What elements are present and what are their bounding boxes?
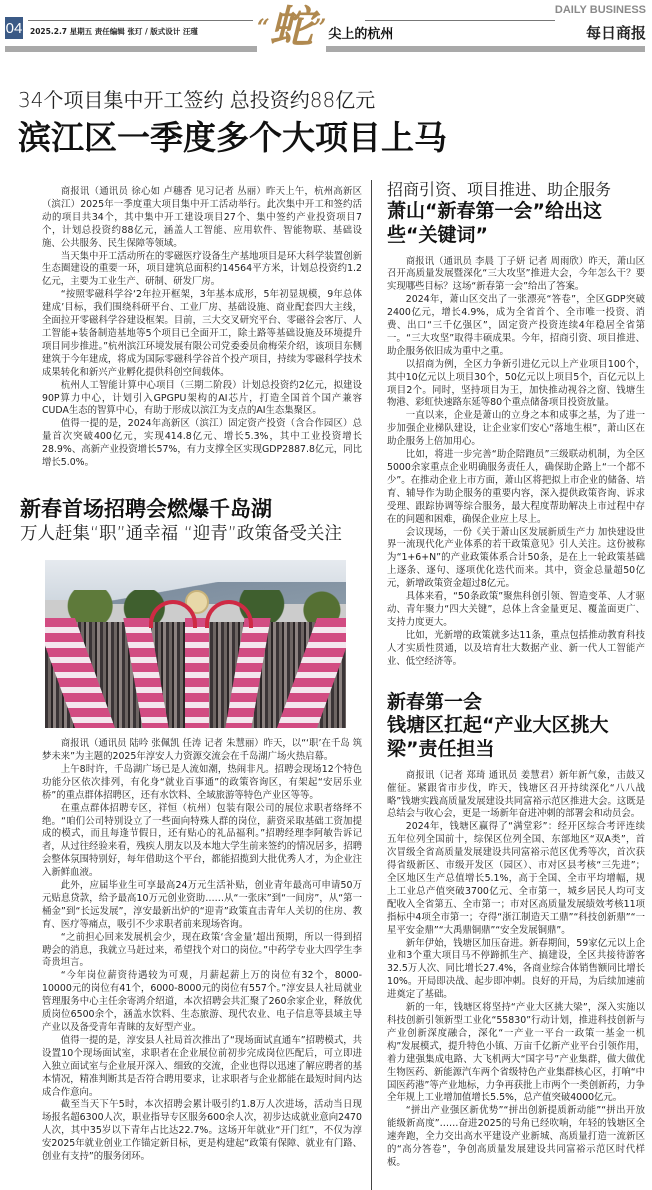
article-body [42, 186, 362, 470]
article-headline: 新春首场招聘会燃爆千岛湖 [20, 496, 272, 521]
column-name: 尖上的杭州 [328, 23, 396, 42]
article-kicker: 招商引资、项目推进、助企服务 [387, 180, 612, 199]
article-kicker: 新春第一会 [387, 690, 483, 713]
article-paragraph: 当天集中开工活动所在的零磁医疗设备生产基地项目是环大科学装置创新生态圈建设的重要一环，项目建筑总面积约14564平方米，计划总投资约1.2亿元，主要为工业生产、研制、研发厂房。 [42, 250, 362, 288]
article-body [42, 738, 362, 1164]
article-paragraph: “今年岗位薪资待遇较为可观，月薪起薪上万的岗位有32个，8000-10000元的岗位有41个，6000-8000元的岗位有557个。”淳安县人社局就业管理服务中心主任余寄鸿介绍道，本次招聘会共汇聚了260余家企业，释放优质岗位6500余个，涵盖水饮料、生态旅游、现代农业、电子信息等县域主导产业以及备受青年青睐的友好型产业。 [42, 970, 362, 1033]
brand-chinese: 每日商报 [585, 24, 646, 42]
article-paragraph: 商报讯（通讯员 陆吟 张佩凯 任涛 记者 朱慧丽）昨天，以“‘职’在千岛 筑梦未来”为主题的2025年淳安人力资源交流会在千岛湖广场火热启幕。 [42, 738, 362, 762]
right-column [372, 180, 651, 1190]
article-paragraph: 新年伊始，钱塘区加压奋进。新春期间，59家亿元以上企业和3个重大项目马不停蹄抓生产、搞建设，全区共接待游客32.5万人次、同比增长27.4%，各商业综合体销售额同比增长10%。开局即决战、起步即冲刺。良好的开局，为后续加速前进奠定了基础。 [387, 937, 645, 1001]
article-paragraph: 值得一提的是，2024年高新区（滨江）固定资产投资（含合作园区）总量首次突破400亿元，实现414.8亿元、增长5.3%，其中工业投资增长28.9%、高新产业投资增长57%，有力支撑全区实现GDP2887.8亿元，同比增长5.0%。 [42, 418, 362, 469]
column-logo-group [257, 0, 396, 56]
quote-mark: “ [257, 15, 270, 41]
article-paragraph: 截至当天下午5时，本次招聘会累计吸引约1.8万人次进场，活动当日现场报名超6300人次，职业指导专区服务600余人次，初步达成就业意向2470人次，其中35岁以下青年占比达22.7%。这场开年就业“开门红”，不仅为淳安2025年就业创业工作锚定新目标，更是构建起“政策有保障、就业有门路、创业有支持”的服务闭环。 [42, 1099, 362, 1163]
article-headline: 萧山“新春第一会”给出这些“关键词” [387, 200, 602, 246]
article-paragraph: 2024年，钱塘区赢得了“满堂彩”：经开区综合考评连续五年位列全国前十，综保区位列全国、东部地区“双A类”，首次冒级全省高质量发展建设共同富裕示范区优秀等次，首次获得省级新区、市级开发区（园区）、市对区县考核“三先进”；全区地区生产总值增长5.1%，高于全国、全市平均增幅，规上工业总产值突破3700亿元、全市第一，城乡居民人均可支配收入全省第五、全市第一；市对区高质量发展绩效考核11项指标中4项全市第一；夺得“浙江制造天工鼎”“科技创新鼎”“一星平安金鼎”“大禹鼎铜鼎”“安全发展铜鼎”。 [387, 821, 645, 936]
article-paragraph: 比如，光新增的政策就多达11条，重点包括推动教育科技人才实质性贯通，以及培育壮大数据产业、新一代人工智能产业、低空经济等。 [387, 629, 645, 667]
masthead [5, 0, 646, 56]
article-paragraph: 一直以来，企业是萧山的立身之本和成事之基，为了进一步加强企业梯队建设，让企业家们安心“落地生根”，萧山区在助企服务上倍加用心。 [387, 410, 645, 448]
article-body [387, 770, 645, 1170]
article-paragraph: 杭州人工智能计算中心项目（三期二阶段）计划总投资约2亿元，拟建设90P算力中心，计划引入GPGPU架构的AI芯片，打造全国首个国产兼容CUDA生态的智算中心，有助于形成以滨江为支点的AI生态集聚区。 [42, 379, 362, 417]
article-kicker: 34个项目集中开工签约 总投资约88亿元 [18, 88, 376, 112]
article-paragraph: 此外，应届毕业生可享最高24万元生活补贴，创业青年最高可申请50万元贴息贷款，给予最高10万元创业资助……从“一张床”到“一间房”，从“第一桶金”到“长远发展”，淳安最新出炉的“迎青”政策直击青年人关切的住房、教育、医疗等痛点，吸引不少求职者前来现场咨询。 [42, 880, 362, 930]
article-paragraph: “之前担心回来发展机会少，现在政策‘含金量’超出预期，所以一得到招聘会的消息，我就立马赶过来，希望找个对口的岗位。”中药学专业大四学生李奇贵坦言。 [42, 931, 362, 969]
article-headline: 滨江区一季度多个大项目上马 [18, 118, 447, 157]
article-headline: 钱塘区扛起“产业大区挑大梁”责任担当 [387, 714, 609, 760]
article-paragraph: 会议现场，一份《关于萧山区发展新质生产力 加快建设世界一流现代化产业体系的若干政策意见》引人关注。这份被称为“1+6+N”的产业政策体系合计50条，是在上一轮政策基础上逐条、逐句、逐项优化迭代而来。其中，资金总量超50亿元，新增政策资金超过8亿元。 [387, 526, 645, 590]
lead-banner [18, 88, 638, 158]
page-columns [0, 180, 652, 1190]
article-kicker: 万人赶集“职”通幸福 “迎青”政策备受关注 [20, 524, 342, 545]
left-column [0, 180, 372, 1190]
article-paragraph: “按照零磁科学谷‘2年拉开框架，3年基本成形，5年初显规模，9年总体建成’目标，我们围绕科研平台、工业厂房、基础设施、商业配套四大主线，全面拉开零磁科学谷建设框架。目前，三大交叉研究平台、零磁谷会客厅、人工智能+装备制造基地等5个项目已全面开工，除土路等基础设施及环境提升项目同步推进。”杭州滨江环境发展有限公司党委委员俞梅荣介绍，该项目东侧建筑于今年建成，将成为国际零磁科学谷首个投产项目，持续为零磁科学技术成果转化和新兴产业孵化提供科创空间载体。 [42, 289, 362, 378]
article-paragraph: 在重点群体招聘专区，祥恒（杭州）包装有限公司的展位求职者络绎不绝。“咱们公司特别设立了一些面向特殊人群的岗位，薪资采取基础工资加提成的模式，而且每逢节假日，还有贴心的礼品福利。”招聘经理李阿敏告诉记者，从过往经验来看，残疾人朋友以及本地大学生前来签约的情况居多，招聘会整体氛围特别好，每年借助这个平台，都能招揽到大批优秀人才，为企业注入新鲜血液。 [42, 802, 362, 879]
article-paragraph: 商报讯（记者 郑琦 通讯员 姜慧君）新年新气象，击鼓又催征。紧跟省市步伐，昨天，钱塘区召开持续深化“八八战略”钱塘实践高质量发展建设共同富裕示范区推进大会。这既是总结会与收心会，更是一场新年奋进冲刺的部署会和动员会。 [387, 769, 645, 820]
column-logo [257, 3, 326, 53]
article-body [387, 256, 645, 669]
page-number: 04 [5, 17, 23, 39]
article-paragraph: 以招商为例，全区力争新引进亿元以上产业项目100个，其中10亿元以上项目30个，50亿元以上项目5个，百亿元以上项目2个。同时，坚持项目为王，加快推动视谷之窗、钱塘生物港、彩虹快速路东延等80个重点储备项目投资放量。 [387, 358, 645, 409]
article-paragraph: 比如，将进一步完善“助企陪跑员”三级联动机制，为全区5000余家重点企业明确服务责任人，确保助企路上“一个都不少”。在推动企业上市方面，萧山区将把拟上市企业的储备、培育、辅导作为助企服务的重要内容，深入提供政策咨询、诉求受理、跟踪协调等综合服务，最大程度帮助解决上市过程中存在的问题和困难，确保企业应上尽上。 [387, 449, 645, 525]
quote-mark: ” [313, 15, 327, 41]
article-paragraph: “拼出产业强区新优势”“拼出创新提质新动能”“拼出开放能级新高度”……奋进2025的号角已经吹响，年轻的钱塘区全速奔跑，全力交出高水平建设产业新城、高质量打造一流新区的“高分答卷”，争创高质量发展建设共同富裕示范区时代样板。 [387, 1105, 645, 1168]
job-fair-photo [45, 560, 346, 728]
article-paragraph: 具体来看，“50条政策”聚焦科创引领、智造变革、人才驱动、青年聚力“四大关键”，总体上含金量更足、覆盖面更广、支持力度更大。 [387, 591, 645, 628]
photo-tent-row [185, 618, 209, 728]
header-rule [28, 20, 253, 21]
article-paragraph: 商报讯（通讯员 李晨 丁子妍 记者 周雨欣）昨天，萧山区召开高质量发展暨深化“三大攻坚”推进大会，今年怎么干？要实现哪些目标？这场“新春第一会”给出了答案。 [387, 255, 645, 293]
column-logo-char: 蛇 [269, 2, 314, 53]
article-paragraph: 2024年，萧山区交出了一张漂亮“答卷”，全区GDP突破2400亿元，增长4.9%，成为全省首个、全市唯一投资、消费、出口“三千亿强区”，固定资产投资连续4年稳居全省第一。“三大攻坚”取得丰硕成果。今年，招商引资、项目推进、助企服务依旧成为重中之重。 [387, 294, 645, 357]
article-paragraph: 商报讯（通讯员 徐心如 卢穗香 见习记者 丛丽）昨天上午，杭州高新区（滨江）2025年一季度重大项目集中开工活动举行。此次集中开工和签约活动的项目共34个，其中集中开工建设项目27个、集中签约产业投资项目7个，计划总投资约88亿元，涵盖人工智能、应用软件、智能物联、基础设施、公共服务、民生保障等领域。 [42, 186, 362, 249]
article-paragraph: 新的一年，钱塘区将坚持“产业大区挑大梁”，深入实施以科技创新引领新型工业化“55830”行动计划，推进科技创新与产业创新深度融合，深化“一产业一平台一政策一基金一机构”发展模式，提升特色小镇、万亩千亿新产业平台引领作用，着力建强集成电路、大飞机两大“国字号”产业集群，做大做优生物医药、新能源汽车两个省级特色产业集群核心区，打响“中国医药港”等产业地标，力争再获批上市两个一类创新药，力争全年规上工业增加值增长5.5%，总产值突破4000亿元。 [387, 1002, 645, 1104]
article-paragraph: 上午8时许，千岛湖广场已是人流如潮，热闹非凡。招聘会现场12个特色功能分区依次排列，有化身“就业百事通”的政策咨询区，有架起“安居乐业桥”的重点群体招聘区，还有水饮料、全域旅游等特色产业区等等。 [42, 763, 362, 801]
dateline: 2025.2.7 星期五 责任编辑 张玎 / 版式设计 汪瑾 [30, 27, 198, 36]
article-paragraph: 值得一提的是，淳安县人社局首次推出了“现场面试直通车”招聘模式，共设置10个现场面试室，求职者在企业展位前初步完成岗位匹配后，可立即进入独立面试室与企业展开深入、细致的交流，企业也得以迅速了解应聘者的基本情况，精准判断其是否符合聘用要求，让求职者与企业都能在最短时间内达成合作意向。 [42, 1034, 362, 1098]
brand-english: DAILY BUSINESS [554, 4, 646, 16]
